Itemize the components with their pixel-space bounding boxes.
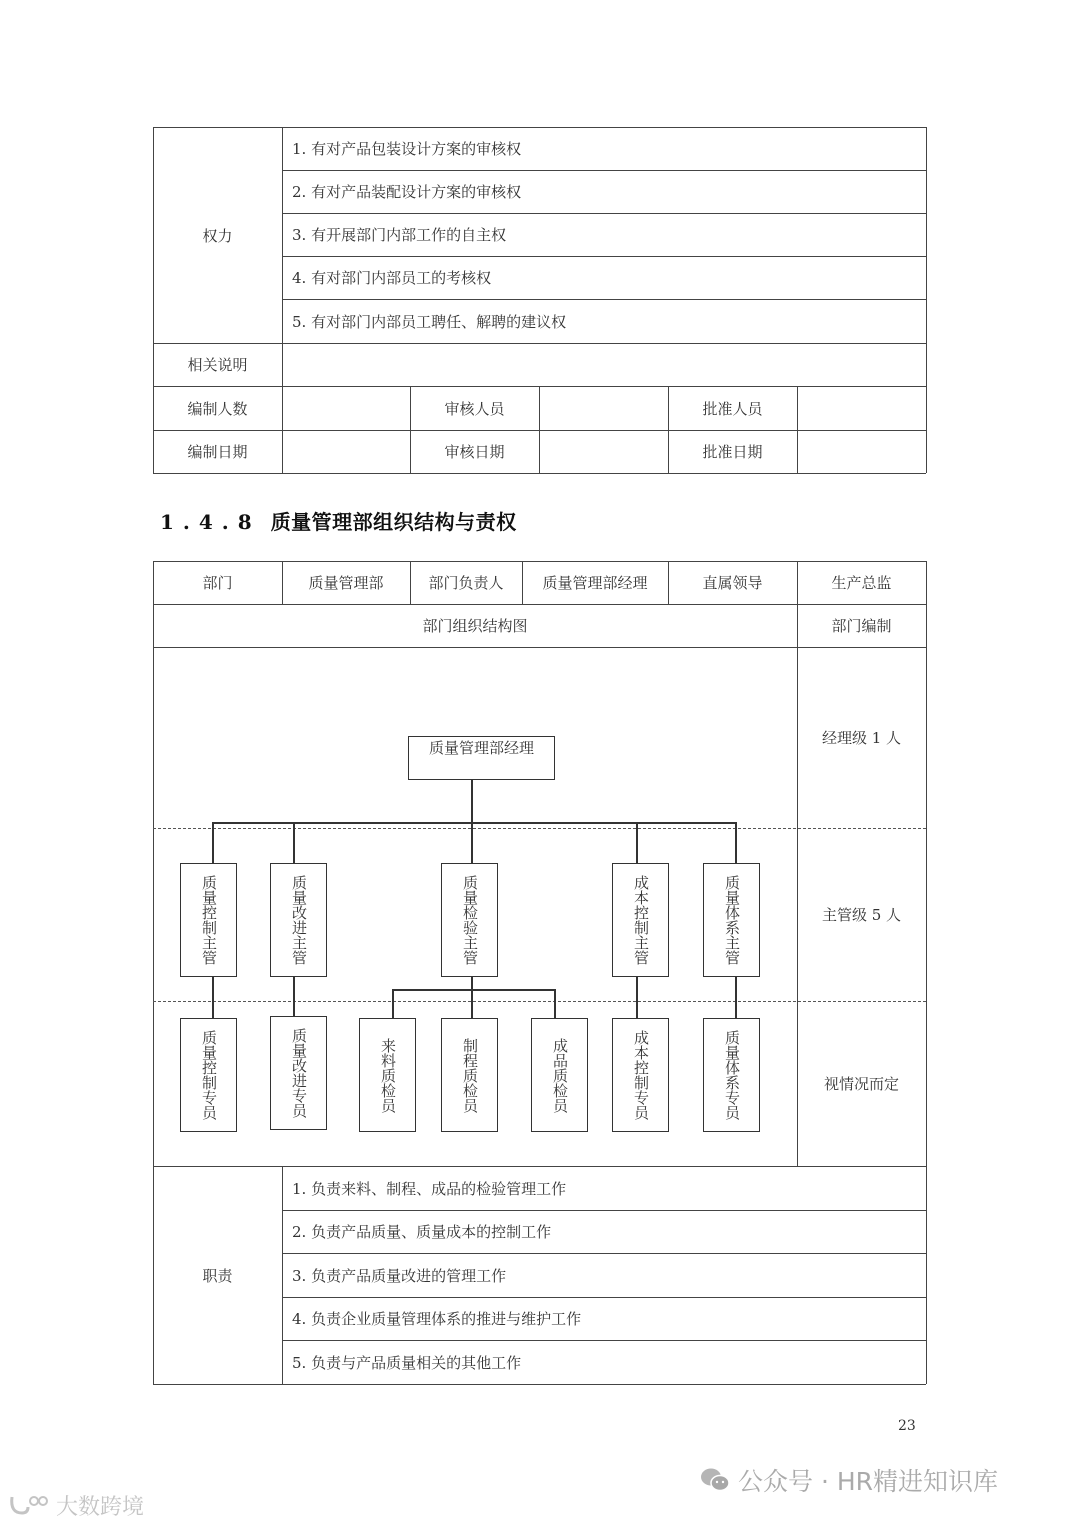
org-node-label: 成品质检员 (551, 1037, 569, 1113)
org-node-label: 质量改进专员 (290, 1028, 308, 1118)
org-node-label: 质量控制主管 (200, 875, 218, 965)
staffing-manager: 经理级 1 人 (821, 729, 902, 747)
org-node-label: 质量控制专员 (200, 1030, 218, 1120)
staffing-label: 部门编制 (831, 617, 892, 635)
page-number: 23 (898, 1418, 916, 1434)
staff-count-value (282, 386, 410, 430)
approver-label: 批准人员 (702, 399, 763, 418)
section-heading (160, 506, 517, 535)
org-node-label: 制程质检员 (461, 1037, 479, 1113)
wechat-account-name: 公众号 · HR精进知识库 (738, 1467, 999, 1496)
reviewer-label: 审核人员 (444, 399, 505, 418)
org-node-staff (703, 1018, 760, 1132)
authority-item: 5. 有对部门内部员工聘任、解聘的建议权 (292, 312, 567, 331)
duties-label: 职责 (202, 1266, 233, 1285)
notes-label: 相关说明 (187, 356, 248, 374)
staff-count-label: 编制人数 (187, 399, 248, 418)
staffing-supervisor: 主管级 5 人 (821, 906, 902, 924)
dept-label: 部门 (202, 574, 233, 592)
org-node-staff (531, 1018, 588, 1132)
org-node-label: 来料质检员 (379, 1037, 397, 1113)
org-node-supervisor (612, 863, 669, 977)
org-node-label: 成本控制主管 (632, 875, 650, 965)
org-node-supervisor (441, 863, 498, 977)
prepared-date-label: 编制日期 (187, 443, 248, 461)
org-node-label: 成本控制专员 (632, 1030, 650, 1120)
org-node-manager (408, 736, 555, 780)
approval-date-value (797, 430, 926, 473)
reviewer-value (539, 386, 668, 430)
org-node-supervisor (180, 863, 237, 977)
org-chart-label: 部门组织结构图 (422, 617, 528, 635)
staffing-staff: 视情况而定 (823, 1075, 899, 1093)
authority-label: 权力 (202, 226, 233, 245)
duty-item: 5. 负责与产品质量相关的其他工作 (292, 1353, 522, 1372)
org-node-label: 质量体系专员 (723, 1030, 741, 1120)
dept-head-label: 部门负责人 (428, 574, 504, 592)
org-node-label: 质量体系主管 (723, 875, 741, 965)
section-title: 质量管理部组织结构与责权 (270, 510, 517, 534)
prepared-date-value (282, 430, 410, 473)
wechat-icon (700, 1467, 730, 1493)
dept-value: 质量管理部 (308, 574, 384, 592)
logo-icon (8, 1493, 52, 1519)
leader-label: 直属领导 (702, 574, 763, 592)
org-node-staff (612, 1018, 669, 1132)
org-node-label: 质量检验主管 (461, 875, 479, 965)
logo-text: 大数跨境 (56, 1495, 145, 1520)
dept-head-value: 质量管理部经理 (542, 574, 648, 592)
authority-item: 1. 有对产品包装设计方案的审核权 (292, 140, 522, 158)
authority-item: 4. 有对部门内部员工的考核权 (292, 269, 492, 287)
org-node-staff (180, 1018, 237, 1132)
notes-value (282, 343, 926, 386)
authority-item: 3. 有开展部门内部工作的自主权 (292, 226, 507, 244)
review-date-value (539, 430, 668, 473)
org-node-staff (270, 1016, 327, 1130)
duty-item: 1. 负责来料、制程、成品的检验管理工作 (292, 1179, 567, 1198)
duty-item: 4. 负责企业质量管理体系的推进与维护工作 (292, 1310, 582, 1328)
org-node-supervisor (270, 863, 327, 977)
org-node-supervisor (703, 863, 760, 977)
authority-item: 2. 有对产品装配设计方案的审核权 (292, 183, 522, 201)
duty-item: 2. 负责产品质量、质量成本的控制工作 (292, 1223, 552, 1241)
approval-date-label: 批准日期 (702, 443, 763, 461)
org-node-staff (359, 1018, 416, 1132)
org-node-staff (441, 1018, 498, 1132)
leader-value: 生产总监 (831, 574, 892, 592)
review-date-label: 审核日期 (444, 443, 505, 461)
logo-watermark (8, 1490, 144, 1521)
wechat-watermark (700, 1462, 998, 1498)
approver-value (797, 386, 926, 430)
org-node-label: 质量改进主管 (290, 875, 308, 965)
section-number: 1.4.8 (160, 510, 261, 534)
duty-item: 3. 负责产品质量改进的管理工作 (292, 1266, 507, 1285)
org-node-label: 质量管理部经理 (428, 739, 534, 757)
